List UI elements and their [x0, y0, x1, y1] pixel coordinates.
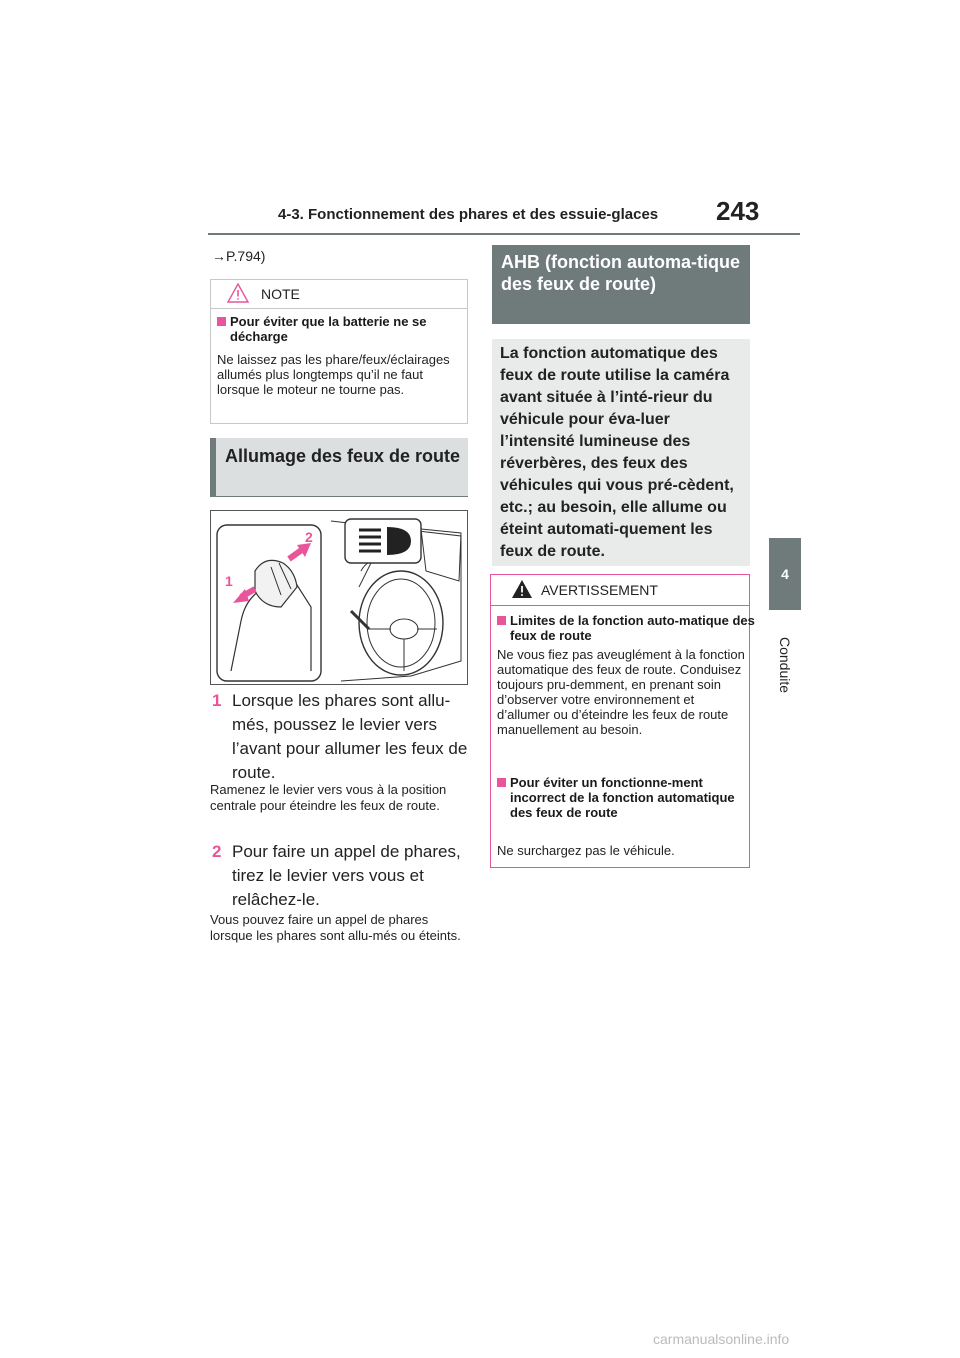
step-1-number: 1	[212, 691, 222, 710]
warning-body-2: Ne surchargez pas le véhicule.	[497, 843, 675, 858]
warning-subtitle-2	[497, 775, 758, 820]
step-2	[212, 840, 472, 912]
page-reference-link[interactable]: →P.794)	[212, 248, 266, 264]
note-subtitle-text: Pour éviter que la batterie ne se décharge	[230, 314, 427, 344]
caution-triangle-icon	[227, 283, 249, 303]
step-2-text: Pour faire un appel de phares, tirez le levier vers vous et relâchez-le.	[232, 842, 461, 909]
step-2-description: Vous pouvez faire un appel de phares lorsque les phares sont allu-més ou éteints.	[210, 912, 461, 943]
heading-underline	[210, 496, 468, 497]
warning-subtitle-2-text: Pour éviter un fonctionne-ment incorrect de la fonction automatique des feux de route	[510, 775, 735, 820]
warning-subtitle-1-text: Limites de la fonction auto-matique des feux de route	[510, 613, 755, 643]
ahb-intro: La fonction automatique des feux de route utilise la caméra avant située à l’inté-rieur du véhicule pour éva-luer l’intensité lumineuse des réverbères, des feux des véhicules qui vous pré-cèdent, etc.; au besoin, elle allume ou éteint automati-quement les feux de route.	[492, 339, 750, 566]
warning-label: AVERTISSEMENT	[541, 582, 658, 598]
heading-ahb: AHB (fonction automa-tique des feux de route)	[492, 245, 750, 324]
step-2-number: 2	[212, 842, 222, 861]
lever-drawing	[211, 511, 467, 684]
chapter-label-text: Conduite	[777, 636, 793, 694]
note-label: NOTE	[261, 286, 300, 302]
note-subtitle	[217, 314, 476, 344]
lever-illustration	[210, 510, 468, 685]
note-body: Ne laissez pas les phare/feux/éclairages allumés plus longtemps qu’il ne faut lorsque le moteur ne tourne pas.	[217, 352, 450, 397]
note-box	[210, 279, 468, 424]
step-1	[212, 689, 472, 785]
warning-header	[491, 575, 749, 606]
callout-2: 2	[305, 529, 313, 545]
note-header	[211, 280, 467, 309]
page-number: 243	[716, 196, 760, 226]
warning-box	[490, 574, 755, 868]
warning-subtitle-1	[497, 613, 758, 643]
warning-body-1: Ne vous fiez pas aveuglément à la fonction automatique des feux de route. Conduisez toujours pru-demment, en prenant soin d’observer votre environnement et d’allumer ou d’éteindre les feux de route manuellement au besoin.	[497, 647, 745, 737]
chapter-label	[770, 625, 800, 705]
watermark-footer: carmanualsonline.info	[653, 1331, 790, 1347]
step-1-description: Ramenez le levier vers vous à la position centrale pour éteindre les feux de route.	[210, 782, 447, 813]
warning-triangle-icon	[511, 579, 533, 599]
header-divider	[208, 233, 800, 235]
chapter-tab[interactable]: 4	[769, 538, 801, 610]
bullet-square-icon	[497, 616, 506, 625]
bullet-square-icon	[497, 778, 506, 787]
heading-allumage: Allumage des feux de route	[210, 438, 468, 496]
section-title: 4-3. Fonctionnement des phares et des essuie-glaces	[278, 206, 659, 223]
bullet-square-icon	[217, 317, 226, 326]
callout-1: 1	[225, 573, 233, 589]
step-1-text: Lorsque les phares sont allu-més, poussez le levier vers l’avant pour allumer les feux de route.	[232, 691, 468, 782]
